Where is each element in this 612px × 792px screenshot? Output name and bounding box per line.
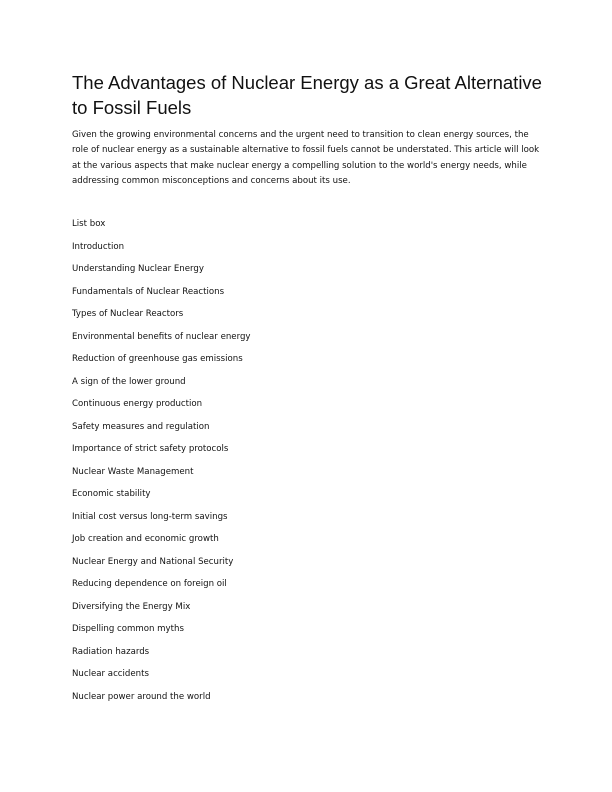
- table-of-contents: [72, 218, 251, 713]
- list-item: Economic stability: [72, 489, 151, 499]
- list-item: Nuclear Waste Management: [72, 466, 194, 477]
- list-item: Initial cost versus long-term savings: [72, 511, 228, 522]
- list-item: Introduction: [72, 241, 125, 252]
- list-item: Understanding Nuclear Energy: [72, 264, 204, 274]
- list-item: Diversifying the Energy Mix: [72, 601, 191, 612]
- list-item: Radiation hazards: [72, 646, 150, 657]
- list-item: List box: [72, 219, 106, 229]
- list-item: Environmental benefits of nuclear energy: [72, 331, 251, 342]
- list-item: A sign of the lower ground: [72, 376, 186, 387]
- list-item: Safety measures and regulation: [72, 421, 210, 432]
- list-item: Reducing dependence on foreign oil: [72, 579, 227, 589]
- list-item: Dispelling common myths: [72, 624, 184, 634]
- list-item: Reduction of greenhouse gas emissions: [72, 354, 243, 364]
- list-item: Job creation and economic growth: [72, 534, 219, 544]
- list-item: Fundamentals of Nuclear Reactions: [72, 286, 225, 297]
- intro-paragraph: Given the growing environmental concerns and the urgent need to transition to clean energy sources, the role of nuclear energy as a sustainable alternative to fossil fuels cannot be understated. This article will look at the various aspects that make nuclear energy a compelling solution to the world's energy needs, while addressing common misconceptions and concerns about its use.: [72, 130, 540, 186]
- list-item: Nuclear power around the world: [72, 691, 211, 702]
- list-item: Importance of strict safety protocols: [72, 444, 229, 454]
- list-item: Nuclear accidents: [72, 669, 149, 679]
- list-item: Types of Nuclear Reactors: [72, 309, 184, 319]
- document-title: The Advantages of Nuclear Energy as a Great Alternative to Fossil Fuels: [72, 72, 542, 118]
- list-item: Continuous energy production: [72, 399, 203, 409]
- list-item: Nuclear Energy and National Security: [72, 556, 234, 567]
